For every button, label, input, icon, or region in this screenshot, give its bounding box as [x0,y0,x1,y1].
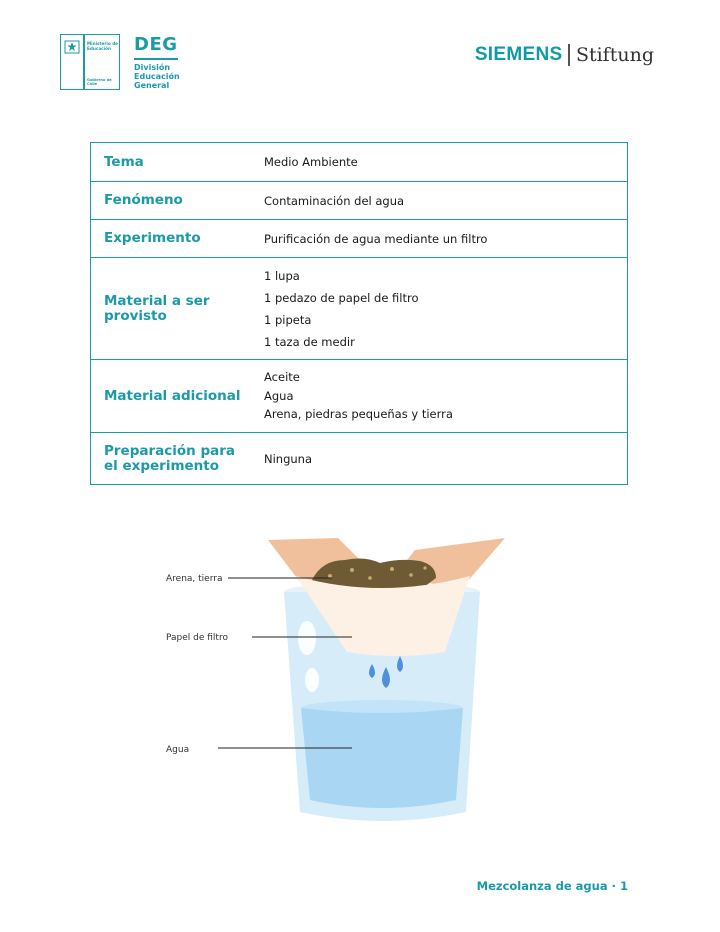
row-label: Fenómeno [104,192,183,208]
filter-label: Papel de filtro [166,633,228,643]
value-line: Purificación de agua mediante un filtro [264,231,488,246]
row-label: Material adicional [104,387,241,404]
filter-experiment-illustration [0,520,720,840]
sand-grain [328,574,332,578]
water-body [301,708,463,808]
ministry-name: Ministerio de Educación [87,41,119,51]
experiment-info-table [90,142,628,485]
value-line: Contaminación del agua [264,193,405,208]
sand-grain [390,567,394,571]
sand-grain [368,576,372,580]
table-row-experimento [91,219,627,257]
row-value [251,143,627,181]
row-value [251,182,627,219]
government-name: Gobierno de Chile [87,78,112,86]
table-row-material-adicional [91,359,627,432]
logo-separator [568,44,570,66]
value-line: Aceite [264,370,300,385]
row-label: Experimento [104,230,201,246]
value-line: Medio Ambiente [264,155,358,169]
value-line: 1 pedazo de papel de filtro [264,290,419,305]
table-row-material-provisto [91,257,627,359]
table-row-fenomeno [91,181,627,219]
value-line: Ninguna [264,451,313,466]
value-line: Arena, piedras pequeñas y tierra [264,407,453,422]
row-label: Material a ser provisto [104,292,210,324]
value-line: 1 taza de medir [264,334,355,349]
stiftung-text: Stiftung [575,44,654,66]
value-line: 1 pipeta [264,312,312,327]
row-value [251,360,627,432]
deg-name: División Educación General [134,63,180,90]
deg-acronym: DEG [134,34,178,55]
table-row-preparacion [91,432,627,484]
table-row-tema [91,143,627,181]
sand-grain [423,566,426,569]
deg-logo [134,36,180,90]
value-line: Agua [264,388,294,403]
row-label: Tema [104,153,144,170]
row-value [251,433,627,484]
row-label: Preparación para el experimento [104,442,236,474]
logo-stripe [83,35,85,89]
siemens-stiftung-logo [475,44,654,66]
row-value [251,258,627,359]
glass-highlight [298,621,316,655]
mineduc-logo [60,34,120,90]
page-footer: Mezcolanza de agua · 1 [476,879,628,893]
value-line: 1 lupa [264,268,300,283]
chile-coat-of-arms-icon [64,40,80,54]
row-value [251,220,627,257]
water-label: Agua [166,745,190,755]
deg-rule [134,58,178,60]
siemens-brand: SIEMENS [474,44,563,65]
sand-grain [350,568,354,572]
sand-grain [409,573,413,577]
glass-highlight [305,668,319,692]
sand-label: Arena, tierra [166,574,223,584]
